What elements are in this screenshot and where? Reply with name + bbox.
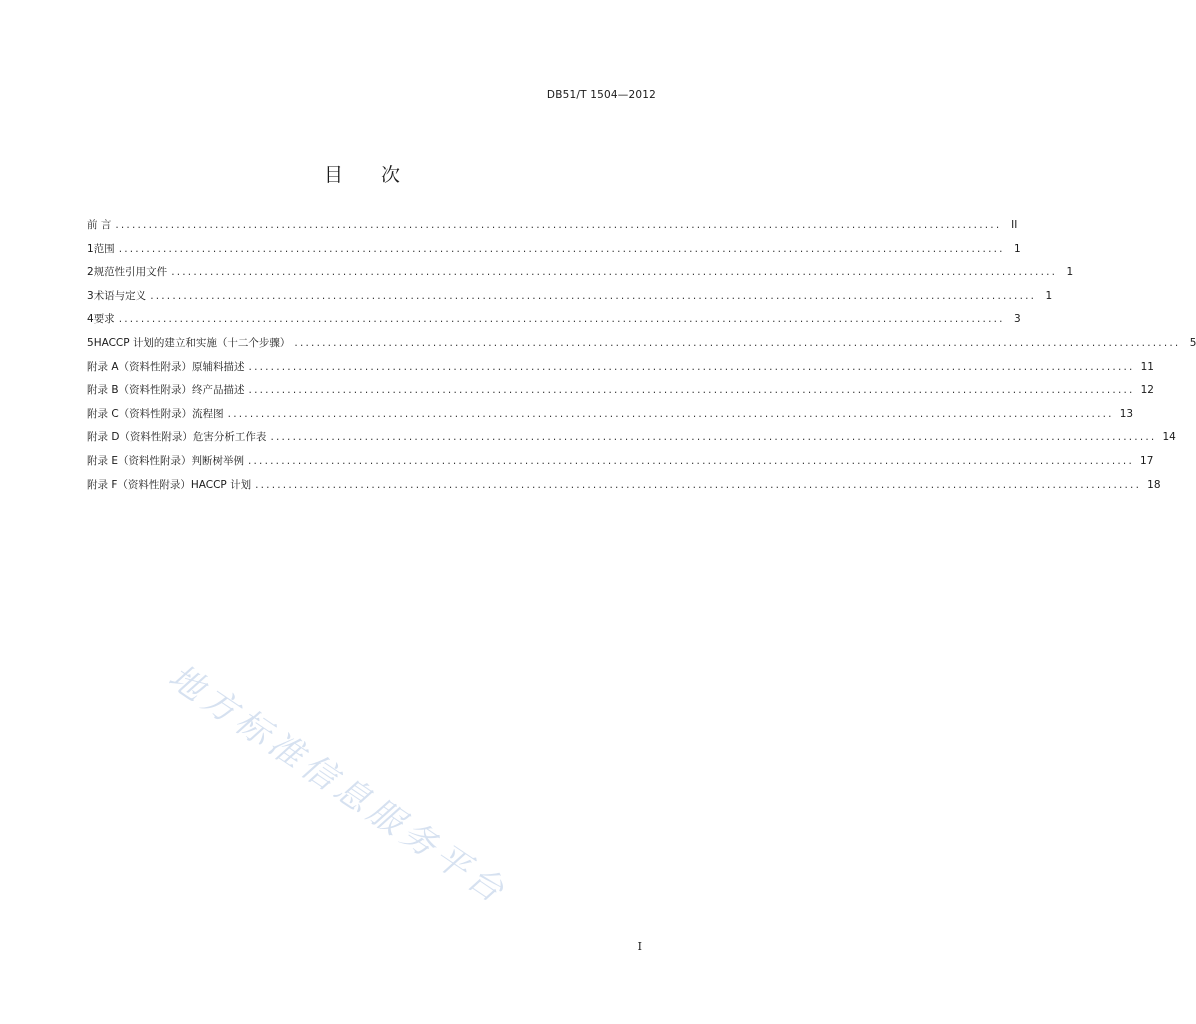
toc-page-number: 3 [1014,313,1021,326]
toc-entry[interactable] [87,453,1154,477]
toc-leader-dots: ................................................................................................................................................................ [227,407,1114,420]
toc-leader-dots: ................................................................................................................................................................ [294,336,1181,349]
toc-label: 附录 A（资料性附录）原辅料描述 [87,360,245,373]
toc-label: HACCP 计划的建立和实施（十二个步骤） [93,336,291,349]
toc-page-number: 12 [1140,384,1154,397]
toc-page-number: II [1011,219,1018,231]
toc-page-number: 11 [1140,360,1154,373]
toc-section-number: 1 [87,242,94,255]
toc-leader-dots: ................................................................................................................................................................ [115,219,1002,231]
toc-label: 附录 C（资料性附录）流程图 [87,407,224,420]
title-char-2: 次 [381,164,401,186]
toc-section-number: 4 [87,313,94,326]
toc-page-number: 1 [1014,242,1021,255]
toc-leader-dots: ................................................................................................................................................................ [171,266,1058,279]
toc-entry[interactable] [87,382,1154,406]
toc-page-number: 18 [1147,478,1161,491]
page-number: I [637,940,642,953]
toc-section-number: 2 [87,266,94,279]
toc-label: 附录 B（资料性附录）终产品描述 [87,384,245,397]
toc-entry[interactable] [87,477,1161,501]
toc-label: 前 言 [87,219,112,231]
toc-entry[interactable] [87,359,1154,383]
toc-leader-dots: ................................................................................................................................................................ [247,454,1135,467]
toc-leader-dots: ................................................................................................................................................................ [118,313,1005,326]
toc-page-number: 14 [1162,431,1176,444]
toc-label: 附录 F（资料性附录）HACCP 计划 [87,478,252,491]
toc-label: 规范性引用文件 [93,266,168,279]
toc-section-number: 5 [87,336,94,349]
toc-leader-dots: ................................................................................................................................................................ [270,431,1157,444]
toc-leader-dots: ................................................................................................................................................................ [248,360,1135,373]
table-of-contents [87,217,1196,500]
page-title [0,160,724,187]
toc-entry[interactable] [87,311,1021,335]
toc-label: 附录 E（资料性附录）判断树举例 [87,454,244,467]
toc-entry[interactable] [87,264,1074,288]
title-char-1: 目 [323,164,343,186]
document-code: DB51/T 1504—2012 [546,89,656,101]
toc-entry[interactable] [87,217,1018,241]
toc-label: 附录 D（资料性附录）危害分析工作表 [87,431,267,444]
toc-entry[interactable] [87,429,1176,453]
toc-page-number: 17 [1140,454,1154,467]
toc-entry[interactable] [87,335,1196,359]
toc-label: 要求 [93,313,115,326]
toc-page-number: 1 [1045,289,1053,302]
toc-page-number: 13 [1119,407,1134,420]
toc-page-number: 5 [1189,336,1196,349]
toc-entry[interactable] [87,406,1134,430]
watermark: 地方标准信息服务平台 [161,656,516,914]
toc-entry[interactable] [87,241,1021,265]
toc-leader-dots: ................................................................................................................................................................ [255,478,1142,491]
toc-label: 术语与定义 [93,289,147,302]
toc-leader-dots: ................................................................................................................................................................ [248,384,1135,397]
toc-leader-dots: ................................................................................................................................................................ [118,242,1005,255]
toc-leader-dots: ................................................................................................................................................................ [150,289,1037,302]
toc-section-number: 3 [87,289,94,302]
toc-entry[interactable] [87,288,1053,312]
toc-label: 范围 [93,242,115,255]
toc-page-number: 1 [1066,266,1074,279]
